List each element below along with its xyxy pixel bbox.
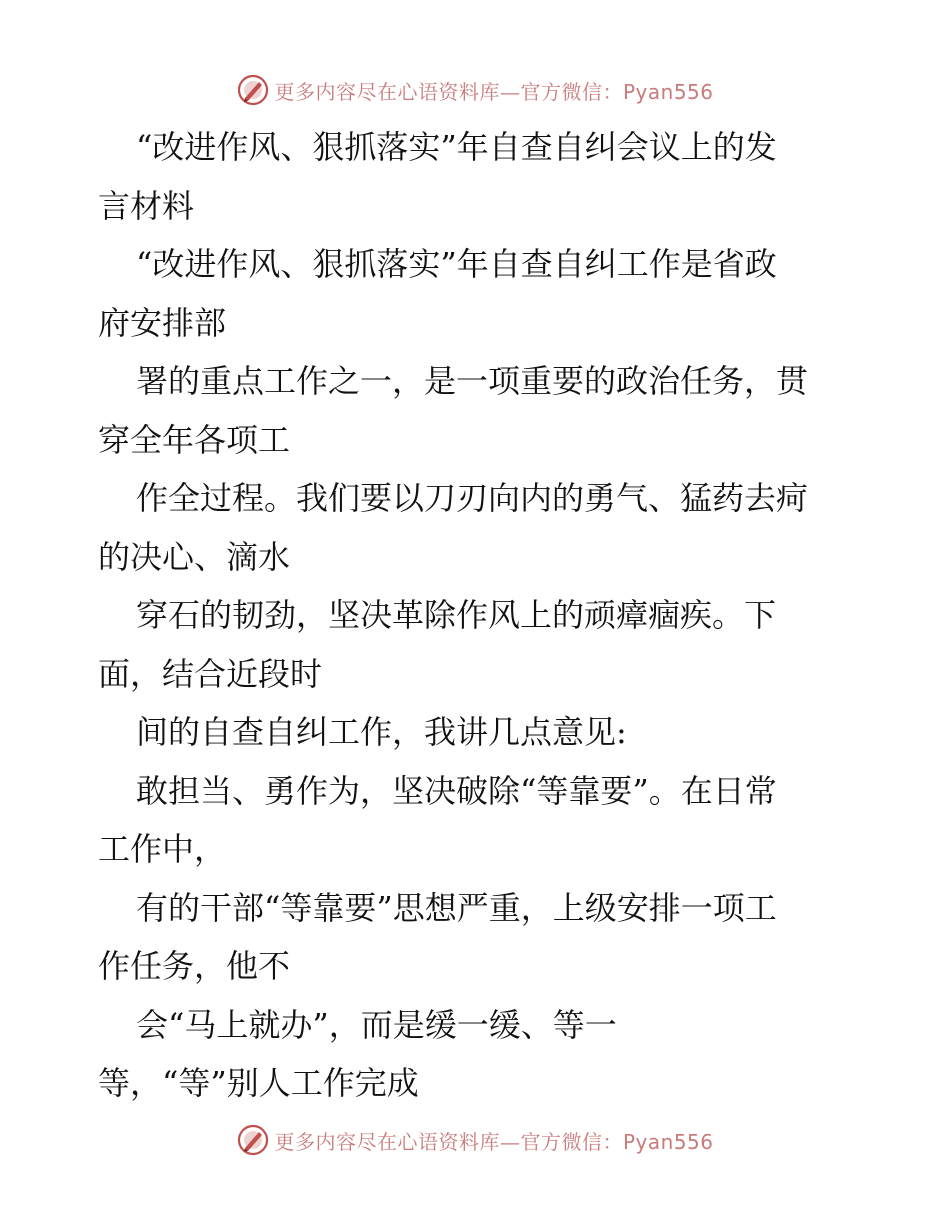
- paragraph-line: 有的干部“等靠要”思想严重，上级安排一项工: [136, 888, 777, 927]
- document-title-line-2: 言材料: [98, 186, 195, 225]
- paragraph-line: 面，结合近段时: [98, 654, 323, 693]
- paragraph-line: 间的自查自纠工作，我讲几点意见:: [136, 713, 627, 751]
- watermark-label: 更多内容尽在心语资料库—官方微信：: [274, 79, 623, 104]
- paragraph-line: 的决心、滴水: [98, 537, 291, 576]
- paragraph-line: 署的重点工作之一，是一项重要的政治任务，贯: [136, 362, 809, 400]
- paragraph-line: 敢担当、勇作为，坚决破除“等靠要”。在日常: [136, 771, 777, 810]
- paragraph-line: 作任务，他不: [98, 947, 291, 985]
- watermark-text: [274, 1126, 713, 1155]
- paragraph-line: 会“马上就办”，而是缓一缓、等一: [136, 1005, 617, 1044]
- paragraph-line: 穿全年各项工: [98, 420, 291, 459]
- watermark-contact: Pyan556: [622, 1129, 714, 1154]
- paragraph-line: 府安排部: [98, 303, 227, 342]
- document-body: [98, 118, 858, 1113]
- watermark-footer: [0, 1120, 950, 1160]
- paragraph-line: “改进作风、狠抓落实”年自查自纠工作是省政: [136, 245, 777, 283]
- paragraph-line: 等，“等”别人工作完成: [98, 1064, 419, 1102]
- watermark-contact: Pyan556: [622, 79, 714, 104]
- pen-seal-icon: [236, 73, 270, 107]
- watermark-label: 更多内容尽在心语资料库—官方微信：: [274, 1129, 623, 1154]
- watermark-text: [274, 76, 713, 105]
- pen-seal-icon: [236, 1123, 270, 1157]
- paragraph-line: 穿石的韧劲，坚决革除作风上的顽瘴痼疾。下: [136, 596, 777, 634]
- watermark-header: [0, 70, 950, 110]
- paragraph-line: 工作中，: [98, 830, 227, 868]
- paragraph-line: 作全过程。我们要以刀刃向内的勇气、猛药去疴: [136, 479, 809, 517]
- document-title-line-1: “改进作风、狠抓落实”年自查自纠会议上的发: [136, 128, 777, 166]
